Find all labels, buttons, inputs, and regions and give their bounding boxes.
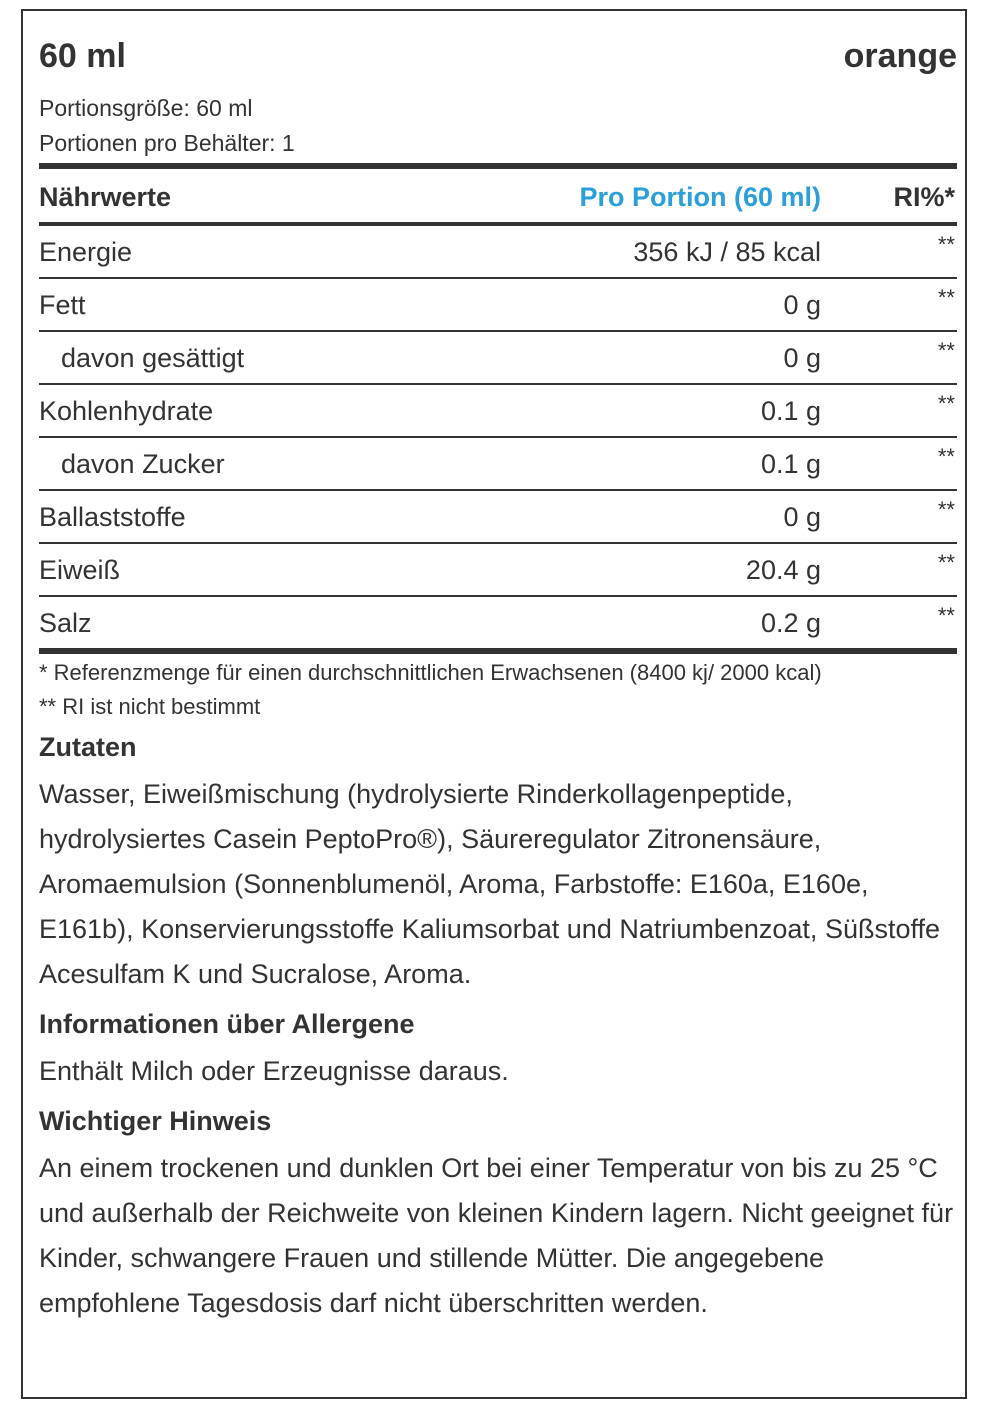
product-size: 60 ml: [39, 37, 126, 75]
ingredients-text: Wasser, Eiweißmischung (hydrolysierte Rinderkollagenpeptide, hydrolysiertes Casein PeptoPro®), Säureregulator Zitronensäure, Aromaemulsion (Sonnenblumenöl, Aroma, Farbstoffe: E160a, E160e, E161b), Konservierungsstoffe Kaliumsorbat und Natriumbenzoat, Süßstoffe Acesulfam K und Sucralose, Aroma.: [39, 779, 941, 989]
table-row: [39, 491, 957, 542]
allergens-text: Enthält Milch oder Erzeugnisse daraus.: [39, 1056, 509, 1086]
nutrient-value: 0 g: [783, 343, 821, 373]
nutrient-label: davon Zucker: [61, 449, 225, 479]
allergens-title: Informationen über Allergene: [39, 1009, 415, 1039]
nutrient-label: Salz: [39, 608, 92, 638]
nutrient-ri: **: [937, 232, 955, 257]
nutrient-label: davon gesättigt: [61, 343, 245, 373]
nutrient-ri: **: [937, 285, 955, 310]
nutrient-value: 0.1 g: [760, 396, 821, 426]
footnote-ri-reference: * Referenzmenge für einen durchschnittlichen Erwachsenen (8400 kj/ 2000 kcal): [39, 660, 822, 685]
label-header: [39, 11, 957, 91]
nutrient-label: Ballaststoffe: [39, 502, 186, 532]
nutrition-label-panel: [21, 9, 967, 1399]
servings-per-container: Portionen pro Behälter: 1: [39, 130, 295, 156]
table-row: [39, 597, 957, 648]
nutrient-label: Eiweiß: [39, 555, 121, 585]
nutrient-value: 0.1 g: [760, 449, 821, 479]
nutrient-value: 0 g: [783, 290, 821, 320]
nutrient-value: 356 kJ / 85 kcal: [633, 237, 821, 267]
table-row: [39, 279, 957, 330]
column-ri: RI%*: [893, 182, 955, 212]
product-flavor: orange: [843, 37, 957, 75]
nutrient-value: 20.4 g: [745, 555, 821, 585]
nutrient-ri: **: [937, 550, 955, 575]
table-row: [39, 438, 957, 489]
footnote-ri-not-determined: ** RI ist nicht bestimmt: [39, 694, 261, 719]
nutrient-label: Kohlenhydrate: [39, 396, 214, 426]
table-header-row: [39, 169, 957, 222]
table-row: [39, 544, 957, 595]
nutrient-ri: **: [937, 444, 955, 469]
column-nutrients: Nährwerte: [39, 182, 172, 212]
serving-size: Portionsgröße: 60 ml: [39, 95, 253, 121]
nutrient-value: 0.2 g: [760, 608, 821, 638]
table-row: [39, 385, 957, 436]
nutrient-ri: **: [937, 603, 955, 628]
column-per-portion: Pro Portion (60 ml): [579, 182, 821, 212]
table-row: [39, 332, 957, 383]
nutrient-ri: **: [937, 497, 955, 522]
notice-title: Wichtiger Hinweis: [39, 1106, 272, 1136]
nutrient-ri: **: [937, 338, 955, 363]
nutrient-ri: **: [937, 391, 955, 416]
divider-thick: [39, 648, 957, 654]
notice-text: An einem trockenen und dunklen Ort bei einer Temperatur von bis zu 25 °C und außerhalb der Reichweite von kleinen Kindern lagern. Nicht geeignet für Kinder, schwangere Frauen und stillende Mütter. Die angegebene empfohlene Tagesdosis darf nicht überschritten werden.: [39, 1153, 954, 1318]
nutrient-value: 0 g: [783, 502, 821, 532]
nutrient-label: Energie: [39, 237, 133, 267]
nutrient-label: Fett: [39, 290, 86, 320]
table-row: [39, 226, 957, 277]
ingredients-title: Zutaten: [39, 732, 137, 762]
nutrition-label-content: [39, 11, 957, 1326]
